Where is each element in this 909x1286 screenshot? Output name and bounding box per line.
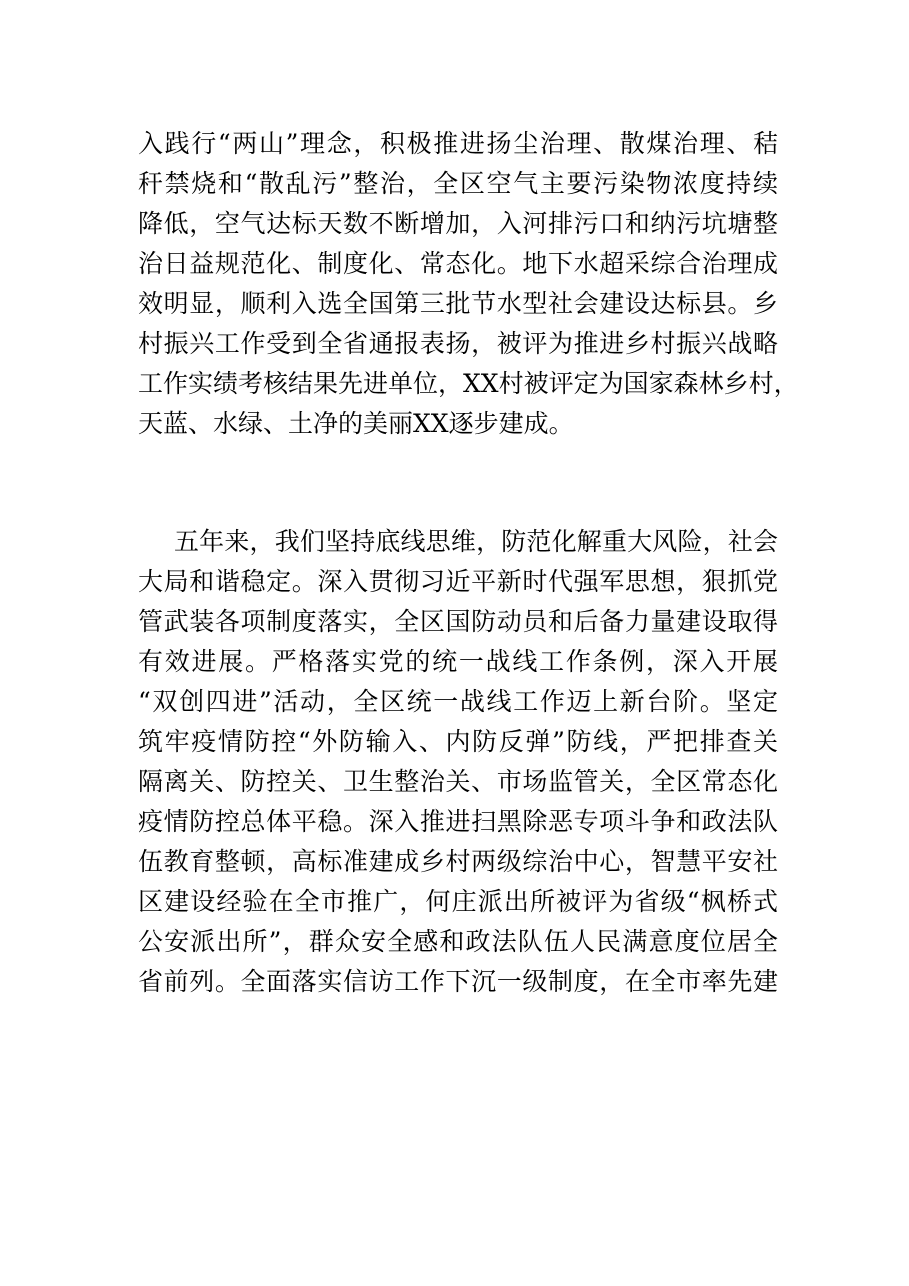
text-line: 区建设经验在全市推广，何庄派出所被评为省级“枫桥式 <box>138 887 778 916</box>
text-line: 大局和谐稳定。深入贯彻习近平新时代强军思想，狠抓党 <box>138 567 778 596</box>
text-line: 效明显，顺利入选全国第三批节水型社会建设达标县。乡 <box>138 289 778 318</box>
text-line: 工作实绩考核结果先进单位，XX村被评定为国家森林乡村， <box>138 369 799 398</box>
text-line: 入践行“两山”理念，积极推进扬尘治理、散煤治理、秸 <box>138 129 778 158</box>
text-line: 公安派出所”，群众安全感和政法队伍人民满意度位居全 <box>138 927 778 956</box>
text-line: 筑牢疫情防控“外防输入、内防反弹”防线，严把排查关 <box>138 727 778 756</box>
text-line: 天蓝、水绿、土净的美丽XX逐步建成。 <box>138 409 574 438</box>
paragraph-environment <box>138 124 799 444</box>
text-line: 有效进展。严格落实党的统一战线工作条例，深入开展 <box>138 647 778 676</box>
text-line: 隔离关、防控关、卫生整治关、市场监管关，全区常态化 <box>138 767 778 796</box>
text-line: “双创四进”活动，全区统一战线工作迈上新台阶。坚定 <box>138 687 778 716</box>
text-line: 管武装各项制度落实，全区国防动员和后备力量建设取得 <box>138 607 778 636</box>
text-line: 疫情防控总体平稳。深入推进扫黑除恶专项斗争和政法队 <box>138 807 778 836</box>
text-line: 五年来，我们坚持底线思维，防范化解重大风险，社会 <box>174 527 778 556</box>
text-line: 村振兴工作受到全省通报表扬，被评为推进乡村振兴战略 <box>138 329 778 358</box>
text-line: 省前列。全面落实信访工作下沉一级制度，在全市率先建 <box>138 967 778 996</box>
text-line: 伍教育整顿，高标准建成乡村两级综治中心，智慧平安社 <box>138 847 778 876</box>
paragraph-risk-prevention <box>138 522 778 1002</box>
text-line: 治日益规范化、制度化、常态化。地下水超采综合治理成 <box>138 249 778 278</box>
text-line: 降低，空气达标天数不断增加，入河排污口和纳污坑塘整 <box>138 209 778 238</box>
text-line: 秆禁烧和“散乱污”整治，全区空气主要污染物浓度持续 <box>138 169 778 198</box>
